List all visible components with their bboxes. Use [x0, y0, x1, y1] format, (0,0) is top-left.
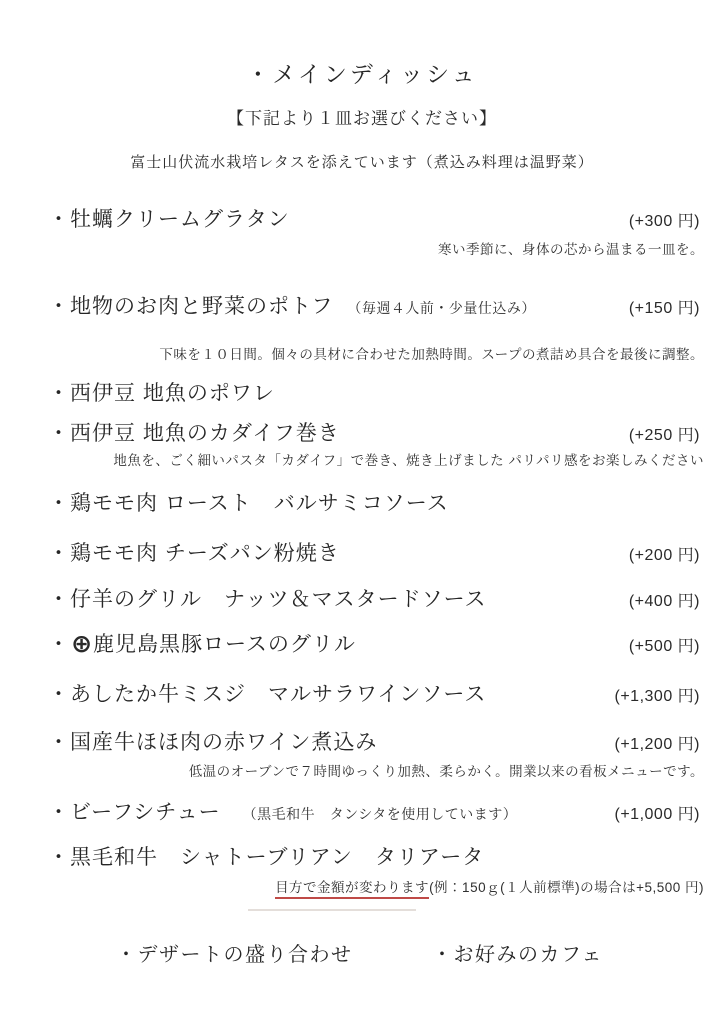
dish-price: (+500 円)	[628, 638, 700, 655]
dish-name: あしたか牛ミスジ マルサラワインソース	[70, 683, 487, 706]
page-title: ・メインディッシュ	[246, 61, 478, 87]
bullet: ・	[48, 683, 70, 706]
dish-name: 鶏モモ肉 チーズパン粉焼き	[70, 542, 340, 565]
bullet: ・	[48, 801, 70, 824]
circle-cross-mark-icon: ⊕	[71, 630, 92, 658]
menu-item	[48, 377, 700, 407]
menu-item	[48, 417, 700, 447]
menu-item	[48, 487, 700, 517]
bullet: ・	[48, 295, 70, 318]
bullet: ・	[48, 846, 70, 869]
dish-price: (+200 円)	[628, 547, 700, 564]
price-varies-underlined-text: 目方で金額が変わります	[275, 880, 429, 899]
menu-item	[48, 628, 700, 658]
menu-instruction: 【下記より１皿お選びください】	[227, 109, 497, 128]
bullet: ・	[48, 382, 70, 405]
bullet: ・	[48, 588, 70, 611]
dish-price: (+1,000 円)	[614, 806, 700, 823]
scan-ghost-line	[248, 909, 416, 911]
dish-sub-note: （黒毛和牛 タンシタを使用しています）	[242, 806, 518, 822]
dish-price: (+250 円)	[628, 427, 700, 444]
dish-name: 鹿児島黒豚ロースのグリル	[92, 633, 356, 656]
footer-dessert: ・デザートの盛り合わせ	[116, 944, 353, 966]
menu-item	[48, 726, 700, 756]
bullet: ・	[48, 492, 70, 515]
dish-sub-note: （毎週４人前・少量仕込み）	[347, 300, 536, 316]
dish-name: 西伊豆 地魚のカダイフ巻き	[70, 422, 340, 445]
dish-name: 牡蠣クリームグラタン	[70, 208, 290, 231]
menu-item	[48, 537, 700, 567]
dish-name: 地物のお肉と野菜のポトフ	[70, 295, 334, 318]
menu-item	[48, 796, 700, 826]
footer-cafe: ・お好みのカフェ	[432, 944, 603, 966]
menu-item	[48, 841, 700, 871]
menu-lead-note: 富士山伏流水栽培レタスを添えています（煮込み料理は温野菜）	[130, 154, 594, 171]
dish-note: 下味を１０日間。個々の具材に合わせた加熱時間。スープの煮詰め具合を最後に調整。	[159, 347, 704, 362]
dish-name: 西伊豆 地魚のポワレ	[70, 382, 275, 405]
bullet: ・	[48, 731, 70, 754]
dish-name: 鶏モモ肉 ロースト バルサミコソース	[70, 492, 449, 515]
dish-name: ビーフシチュー	[70, 801, 221, 824]
menu-item	[48, 678, 700, 708]
dish-note: 寒い季節に、身体の芯から温まる一皿を。	[438, 242, 704, 257]
dish-price: (+1,300 円)	[614, 688, 700, 705]
dish-price: (+1,200 円)	[614, 736, 700, 753]
dish-note: 低温のオーブンで７時間ゆっくり加熱、柔らかく。開業以来の看板メニューです。	[188, 764, 704, 779]
bullet: ・	[48, 422, 70, 445]
dish-note	[60, 876, 704, 896]
dish-price: (+400 円)	[628, 593, 700, 610]
dish-note: 地魚を、ごく細いパスタ「カダイフ」で巻き、焼き上げました パリパリ感をお楽しみください	[113, 453, 704, 468]
bullet: ・	[48, 208, 70, 231]
dish-name: 国産牛ほほ肉の赤ワイン煮込み	[70, 731, 378, 754]
bullet: ・	[48, 633, 70, 656]
menu-item	[48, 290, 700, 320]
dish-name: 仔羊のグリル ナッツ＆マスタードソース	[70, 588, 487, 611]
price-varies-example-text: (例：150ｇ(１人前標準)の場合は+5,500 円)	[429, 880, 704, 895]
dish-price: (+300 円)	[628, 213, 700, 230]
menu-item	[48, 583, 700, 613]
dish-name: 黒毛和牛 シャトーブリアン タリアータ	[70, 846, 485, 869]
bullet: ・	[48, 542, 70, 565]
menu-item	[48, 203, 700, 233]
dish-price: (+150 円)	[628, 300, 700, 317]
